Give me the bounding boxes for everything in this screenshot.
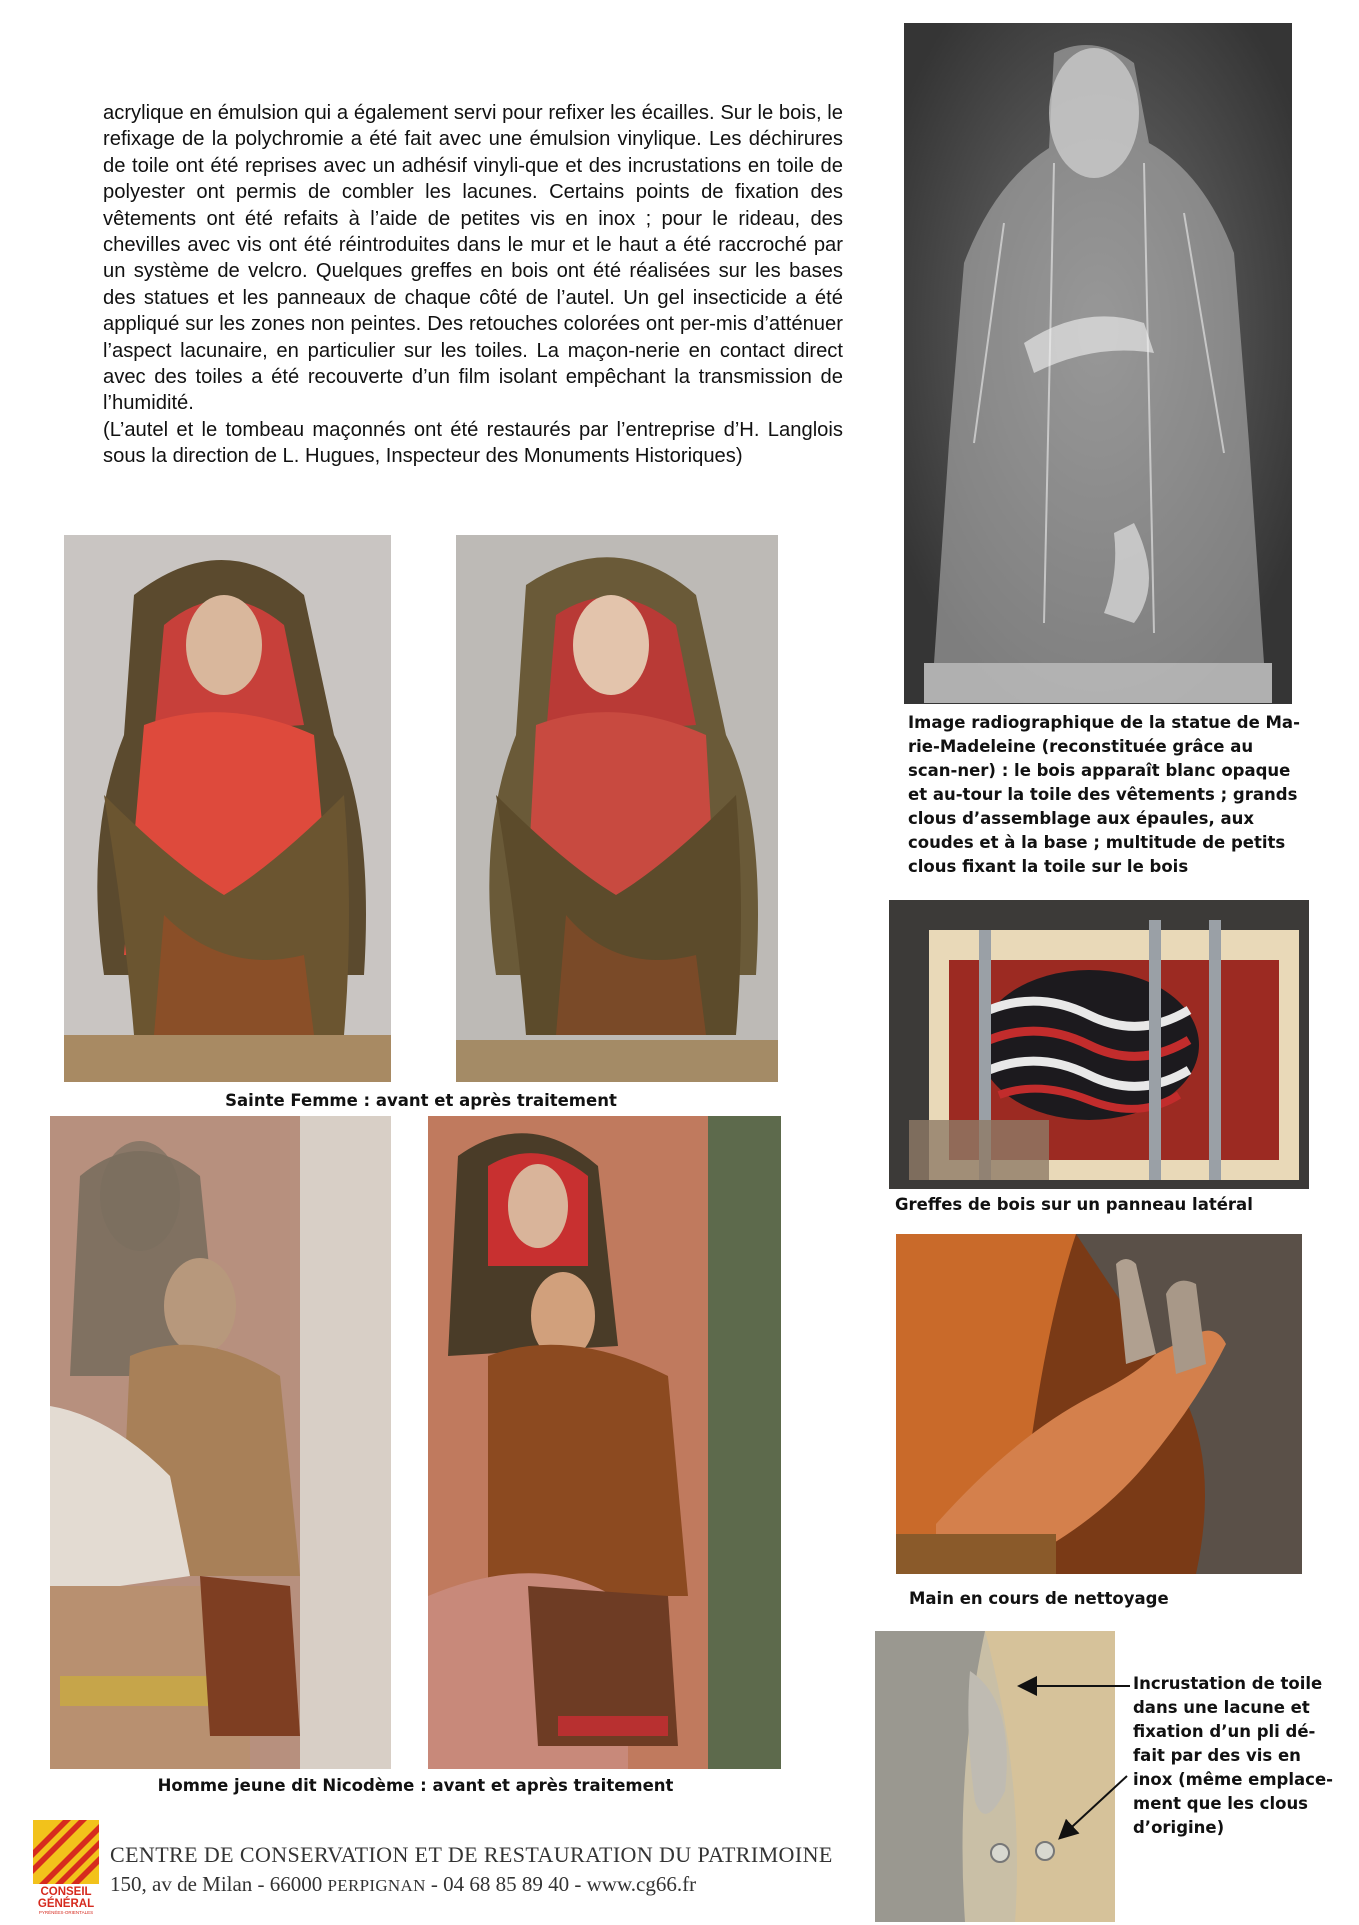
panel-photo <box>889 900 1309 1189</box>
caption-nicodeme: Homme jeune dit Nicodème : avant et après traitement <box>157 1776 674 1795</box>
xray-image <box>904 23 1292 704</box>
caption-xray: Image radiographique de la statue de Ma-rie-Madeleine (reconstituée grâce au scan-ner) : le bois apparaît blanc opaque et au-tour la toile des vêtements ; grands clous d’assemblage aux épaules, aux coudes et à la base ; multitude de petits clous fixant la toile sur le bois <box>908 713 1300 876</box>
hand-photo <box>896 1234 1302 1574</box>
footer-address-start: 150, av de Milan - 66000 <box>110 1872 328 1896</box>
body-paragraph-1: acrylique en émulsion qui a également servi pour refixer les écailles. Sur le bois, le refixage de la polychromie a été fait avec une émulsion vinylique. Les déchirures de toile ont été reprises avec un adhésif vinyli-que et des incrustations en toile de polyester ont permis de combler les lacunes. Certains points de fixation des vêtements ont été refaits à l’aide de petites vis en inox ; pour le rideau, des chevilles avec vis ont été réintroduites dans le mur et le haut a été raccroché par un système de velcro. Quelques greffes en bois ont été réalisées sur les bases des statues et les panneaux de chaque côté de l’autel. Un gel insecticide a été appliqué sur les zones non peintes. Des retouches colorées ont per-mis d’atténuer l’aspect lacunaire, en particulier sur les toiles. La maçon-nerie en contact direct avec des toiles a été recouverte d’un film isolant empêchant la transmission de l’humidité. <box>103 102 843 415</box>
caption-hand: Main en cours de nettoyage <box>909 1589 1169 1608</box>
footer-city: PERPIGNAN <box>327 1876 426 1895</box>
logo-text-general: GÉNÉRAL <box>37 1898 95 1910</box>
conseil-general-logo <box>33 1820 99 1920</box>
sainte-femme-after-photo <box>456 535 778 1082</box>
body-text <box>103 100 843 470</box>
logo-text-conseil: CONSEIL <box>40 1886 92 1898</box>
footer-address-end: - 04 68 85 89 40 - www.cg66.fr <box>425 1872 697 1896</box>
caption-panel: Greffes de bois sur un panneau latéral <box>895 1195 1253 1214</box>
caption-sainte-femme: Sainte Femme : avant et après traitement <box>225 1091 617 1110</box>
nicodeme-before-photo <box>50 1116 391 1769</box>
nicodeme-after-photo <box>428 1116 781 1769</box>
sainte-femme-before-photo <box>64 535 391 1082</box>
arrow-annotations <box>1015 1665 1135 1845</box>
arrow-to-screw <box>1061 1776 1127 1837</box>
footer-address <box>110 1872 696 1897</box>
caption-incrustation: Incrustation de toile dans une lacune et fixation d’un pli dé-fait par des vis en inox (même emplace-ment que les clous d’origine) <box>1133 1674 1333 1837</box>
logo-text-department: PYRÉNÉES-ORIENTALES <box>38 1910 94 1915</box>
footer-title: CENTRE DE CONSERVATION ET DE RESTAURATION DU PATRIMOINE <box>110 1842 833 1867</box>
body-paragraph-2: (L’autel et le tombeau maçonnés ont été restaurés par l’entreprise d’H. Langlois sous la direction de L. Hugues, Inspecteur des Monuments Historiques) <box>103 418 843 468</box>
